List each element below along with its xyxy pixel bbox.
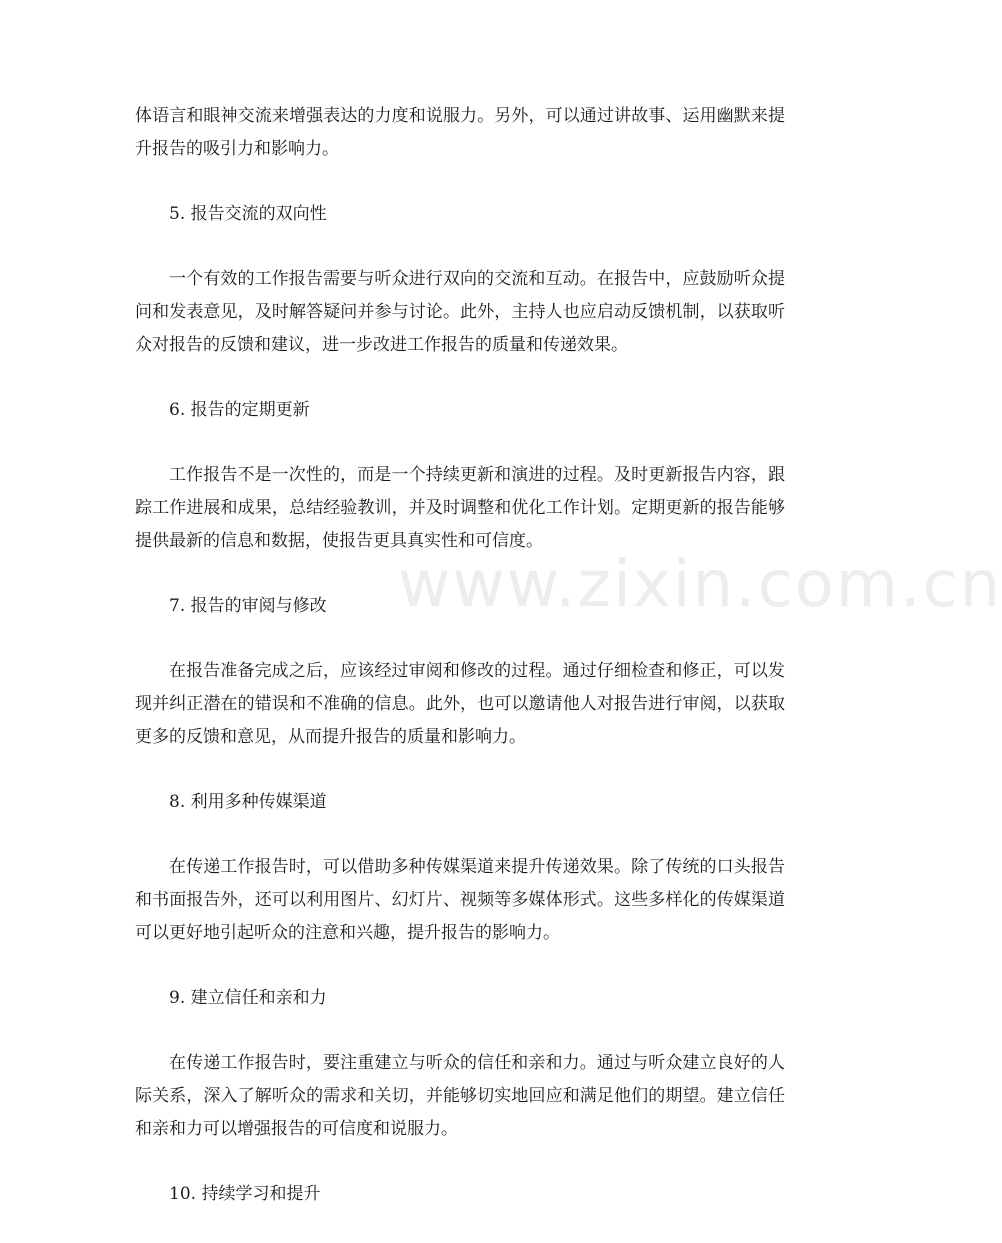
paragraph-section-5: 一个有效的工作报告需要与听众进行双向的交流和互动。在报告中，应鼓励听众提问和发表意见，及时解答疑问并参与讨论。此外，主持人也应启动反馈机制，以获取听众对报告的反馈和建议，进一步改进工作报告的质量和传递效果。 bbox=[135, 269, 785, 355]
section-heading-7: 7. 报告的审阅与修改 bbox=[169, 596, 327, 616]
document-body bbox=[135, 100, 785, 1243]
section-heading-6: 6. 报告的定期更新 bbox=[169, 400, 310, 420]
paragraph-section-9: 在传递工作报告时，要注重建立与听众的信任和亲和力。通过与听众建立良好的人际关系，深入了解听众的需求和关切，并能够切实地回应和满足他们的期望。建立信任和亲和力可以增强报告的可信度和说服力。 bbox=[135, 1053, 785, 1139]
section-heading-10: 10. 持续学习和提升 bbox=[169, 1184, 321, 1204]
paragraph-intro-continuation: 体语言和眼神交流来增强表达的力度和说服力。另外，可以通过讲故事、运用幽默来提升报告的吸引力和影响力。 bbox=[135, 106, 785, 159]
paragraph-section-7: 在报告准备完成之后，应该经过审阅和修改的过程。通过仔细检查和修正，可以发现并纠正潜在的错误和不准确的信息。此外，也可以邀请他人对报告进行审阅，以获取更多的反馈和意见，从而提升报告的质量和影响力。 bbox=[135, 661, 785, 747]
section-heading-9: 9. 建立信任和亲和力 bbox=[169, 988, 327, 1008]
section-heading-5: 5. 报告交流的双向性 bbox=[169, 204, 327, 224]
paragraph-section-8: 在传递工作报告时，可以借助多种传媒渠道来提升传递效果。除了传统的口头报告和书面报告外，还可以利用图片、幻灯片、视频等多媒体形式。这些多样化的传媒渠道可以更好地引起听众的注意和兴趣，提升报告的影响力。 bbox=[135, 857, 785, 943]
paragraph-section-6: 工作报告不是一次性的，而是一个持续更新和演进的过程。及时更新报告内容，跟踪工作进展和成果，总结经验教训，并及时调整和优化工作计划。定期更新的报告能够提供最新的信息和数据，使报告更具真实性和可信度。 bbox=[135, 465, 785, 551]
watermark: www.zixin.com.cn bbox=[398, 548, 1002, 622]
section-heading-8: 8. 利用多种传媒渠道 bbox=[169, 792, 327, 812]
